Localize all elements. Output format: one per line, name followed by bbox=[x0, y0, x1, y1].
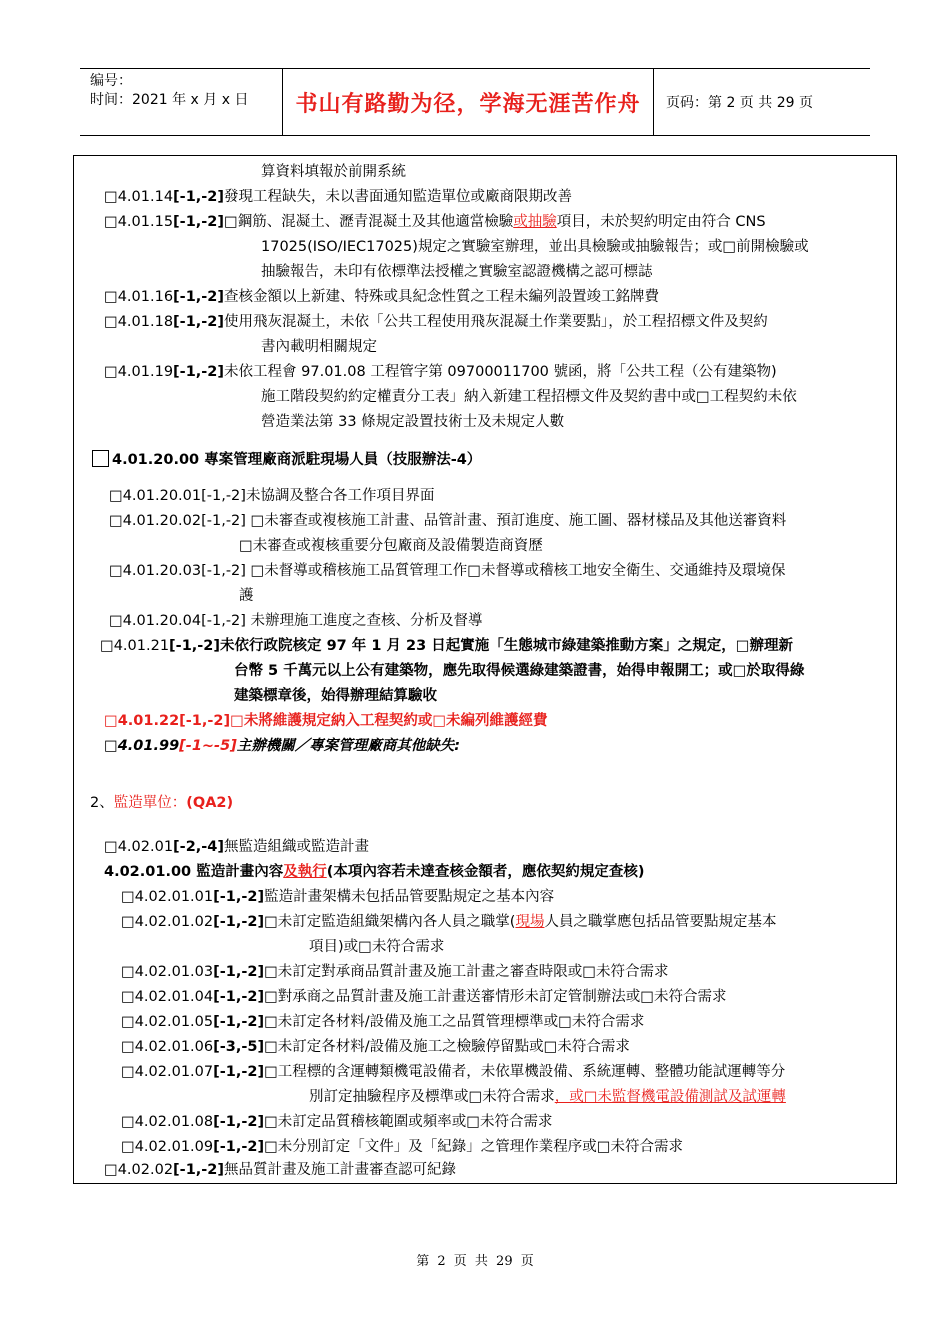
item-4-02-01-01 bbox=[121, 887, 554, 907]
number-label: 编号： bbox=[90, 73, 132, 89]
item-code: □4.02.01.03 bbox=[121, 964, 214, 980]
item-text: □未訂定各材料/設備及施工之品質管理標準或□未符合需求 bbox=[264, 1014, 645, 1030]
time-label: 时间：2021 年 x 月 x 日 bbox=[90, 92, 249, 108]
item-code: □4.01.21 bbox=[100, 638, 170, 654]
item-code: □4.01.15 bbox=[104, 214, 174, 230]
item-4-01-15 bbox=[104, 212, 766, 232]
item-4-02-01-04 bbox=[121, 987, 727, 1007]
heading-code: (QA2) bbox=[186, 795, 234, 811]
item-text: □工程標的含運轉類機電設備者，未依單機設備、系統運轉、整體功能試運轉等分 bbox=[264, 1064, 786, 1080]
text-line: 建築標章後，始得辦理結算驗收 bbox=[234, 688, 437, 704]
item-code: □4.01.14 bbox=[104, 189, 174, 205]
section-heading-2 bbox=[90, 793, 233, 813]
item-text: □未訂定各材料/設備及施工之檢驗停留點或□未符合需求 bbox=[264, 1039, 630, 1055]
item-text: 使用飛灰混凝土，未依「公共工程使用飛灰混凝土作業要點」，於工程招標文件及契約 bbox=[224, 314, 768, 330]
item-text: □未分別訂定「文件」及「紀錄」之管理作業程序或□未符合需求 bbox=[264, 1139, 683, 1155]
item-text: 主辦機關／專案管理廠商其他缺失: bbox=[236, 738, 461, 754]
item-4-01-14 bbox=[104, 187, 572, 207]
item-4-02-01-08 bbox=[121, 1112, 553, 1132]
item-text-revision: ，或□未監督機電設備測試及試運轉 bbox=[554, 1089, 786, 1105]
item-4-01-16 bbox=[104, 287, 659, 307]
text-line: 護 bbox=[239, 588, 254, 604]
section-title-revision: 及執行 bbox=[283, 864, 327, 880]
item-tag: [-1,-2] bbox=[213, 1064, 265, 1080]
item-tag: [-1,-2] bbox=[213, 964, 265, 980]
item-tag: [-1,-2] bbox=[173, 1162, 225, 1178]
header-motto: 书山有路勤为径，学海无涯苦作舟 bbox=[283, 69, 654, 135]
item-text: □未訂定對承商品質計畫及施工計畫之審查時限或□未符合需求 bbox=[264, 964, 669, 980]
item-tag: [-3,-5] bbox=[213, 1039, 265, 1055]
section-title: 4.02.01.00 監造計畫內容 bbox=[104, 864, 284, 880]
item-code: □4.01.19 bbox=[104, 364, 174, 380]
item-code: □4.02.01.01 bbox=[121, 889, 214, 905]
text-line: □4.01.20.04[-1,-2] 未辦理施工進度之查核、分析及督導 bbox=[109, 613, 483, 629]
item-4-02-01 bbox=[104, 837, 369, 857]
item-text: 無品質計畫及施工計畫審查認可紀錄 bbox=[224, 1162, 457, 1178]
item-tag: [-1,-2] bbox=[213, 914, 265, 930]
page-footer: 第 2 页 共 29 页 bbox=[416, 1254, 534, 1269]
content-box bbox=[73, 155, 897, 1184]
section-title: 4.01.20.00 專案管理廠商派駐現場人員（技服辦法-4） bbox=[112, 452, 482, 468]
item-code: □4.02.01.08 bbox=[121, 1114, 214, 1130]
item-code: □4.02.01.06 bbox=[121, 1039, 214, 1055]
item-tag: [-1,-2] bbox=[173, 314, 225, 330]
item-code: □4.02.01.04 bbox=[121, 989, 214, 1005]
item-tag: [-1,-2] bbox=[173, 189, 225, 205]
item-4-02-01-09 bbox=[121, 1137, 683, 1157]
item-tag: [-2,-4] bbox=[173, 839, 225, 855]
item-code: □4.01.99 bbox=[104, 738, 180, 754]
page-header bbox=[80, 68, 870, 136]
text-line: □未審查或複核重要分包廠商及設備製造商資歷 bbox=[239, 538, 543, 554]
item-4-01-19 bbox=[104, 362, 777, 382]
text-line: 算資料填報於前開系統 bbox=[261, 164, 406, 180]
item-code: □4.02.02 bbox=[104, 1162, 174, 1178]
item-text: 別訂定抽驗程序及標準或□未符合需求 bbox=[309, 1089, 555, 1105]
section-4-01-20 bbox=[92, 450, 481, 470]
item-tag: [-1,-2] bbox=[173, 289, 225, 305]
text-line bbox=[309, 1087, 786, 1107]
item-4-01-22: □4.01.22[-1,-2]□未將維護規定納入工程契約或□未編列維護經費 bbox=[104, 713, 548, 729]
item-tag: [-1~-5] bbox=[179, 738, 237, 754]
item-text: 未依工程會 97.01.08 工程管字第 09700011700 號函，將「公共工程（公有建築物) bbox=[224, 364, 777, 380]
item-code: □4.02.01.05 bbox=[121, 1014, 214, 1030]
header-meta bbox=[80, 69, 283, 135]
item-code: □4.02.01.02 bbox=[121, 914, 214, 930]
item-4-02-01-03 bbox=[121, 962, 669, 982]
heading-number: 2、 bbox=[90, 795, 114, 811]
item-code: □4.02.01 bbox=[104, 839, 174, 855]
item-tag: [-1,-2] bbox=[213, 1114, 265, 1130]
text-line: 施工階段契約約定權責分工表」納入新建工程招標文件及契約書中或□工程契約未依 bbox=[261, 389, 797, 405]
item-tag: [-1,-2] bbox=[213, 989, 265, 1005]
text-line: 17025(ISO/IEC17025)規定之實驗室辦理，並出具檢驗或抽驗報告；或□前開檢驗或 bbox=[261, 239, 809, 255]
item-4-02-01-06 bbox=[121, 1037, 630, 1057]
item-4-02-01-07 bbox=[121, 1062, 785, 1082]
item-code: □4.02.01.09 bbox=[121, 1139, 214, 1155]
item-text: □鋼筋、混凝土、瀝青混凝土及其他適當檢驗 bbox=[224, 214, 514, 230]
item-text: □未訂定品質稽核範圍或頻率或□未符合需求 bbox=[264, 1114, 553, 1130]
item-4-01-99 bbox=[104, 736, 460, 756]
item-text: □未訂定監造組織架構內各人員之職掌( bbox=[264, 914, 516, 930]
text-line: 抽驗報告，未印有依標準法授權之實驗室認證機構之認可標誌 bbox=[261, 264, 653, 280]
text-line: 台幣 5 千萬元以上公有建築物，應先取得候選綠建築證書，始得申報開工；或□於取得綠 bbox=[234, 663, 805, 679]
section-note: (本項內容若未達查核金額者，應依契約規定查核) bbox=[326, 864, 645, 880]
text-line: 項目)或□未符合需求 bbox=[309, 939, 445, 955]
item-text: [-1,-2]未依行政院核定 97 年 1 月 23 日起實施「生態城市綠建築推動方案」之規定，□辦理新 bbox=[169, 638, 793, 654]
item-tag: [-1,-2] bbox=[173, 364, 225, 380]
item-code: □4.02.01.07 bbox=[121, 1064, 214, 1080]
item-4-02-01-02 bbox=[121, 912, 776, 932]
item-text: □對承商之品質計畫及施工計畫送審情形未訂定管制辦法或□未符合需求 bbox=[264, 989, 727, 1005]
item-4-01-21 bbox=[100, 636, 793, 656]
text-line: □4.01.20.01[-1,-2]未協調及整合各工作項目界面 bbox=[109, 488, 435, 504]
item-tag: [-1,-2] bbox=[173, 214, 225, 230]
text-line: 書內載明相關規定 bbox=[261, 339, 377, 355]
text-line: 營造業法第 33 條規定設置技術士及未規定人數 bbox=[261, 414, 565, 430]
item-text: 監造計畫架構未包括品管要點規定之基本內容 bbox=[264, 889, 555, 905]
item-4-02-01-05 bbox=[121, 1012, 644, 1032]
item-tag: [-1,-2] bbox=[213, 1014, 265, 1030]
item-text: 項目，未於契約明定由符合 CNS bbox=[556, 214, 766, 230]
checkbox-icon bbox=[92, 450, 109, 467]
section-4-02-01-00 bbox=[104, 862, 644, 882]
item-text: 人員之職掌應包括品管要點規定基本 bbox=[544, 914, 777, 930]
heading-title: 監造單位： bbox=[113, 795, 187, 811]
item-code: □4.01.18 bbox=[104, 314, 174, 330]
header-page-label: 页码：第 2 页 共 29 页 bbox=[666, 95, 813, 111]
text-line: □4.01.20.02[-1,-2] □未審查或複核施工計畫、品管計畫、預訂進度、施工圖、器材樣品及其他送審資料 bbox=[109, 513, 787, 529]
item-4-01-18 bbox=[104, 312, 768, 332]
item-4-02-02 bbox=[104, 1160, 456, 1180]
item-tag: [-1,-2] bbox=[213, 1139, 265, 1155]
text-line: □4.01.20.03[-1,-2] □未督導或稽核施工品質管理工作□未督導或稽核工地安全衛生、交通維持及環境保 bbox=[109, 563, 786, 579]
item-text: 查核金額以上新建、特殊或具紀念性質之工程未編列設置竣工銘牌費 bbox=[224, 289, 660, 305]
item-text-revision: 現場 bbox=[515, 914, 545, 930]
item-text: 發現工程缺失，未以書面通知監造單位或廠商限期改善 bbox=[224, 189, 573, 205]
item-text: 無監造組織或監造計畫 bbox=[224, 839, 370, 855]
item-text-revision: 或抽驗 bbox=[513, 214, 557, 230]
item-code: □4.01.16 bbox=[104, 289, 174, 305]
item-tag: [-1,-2] bbox=[213, 889, 265, 905]
